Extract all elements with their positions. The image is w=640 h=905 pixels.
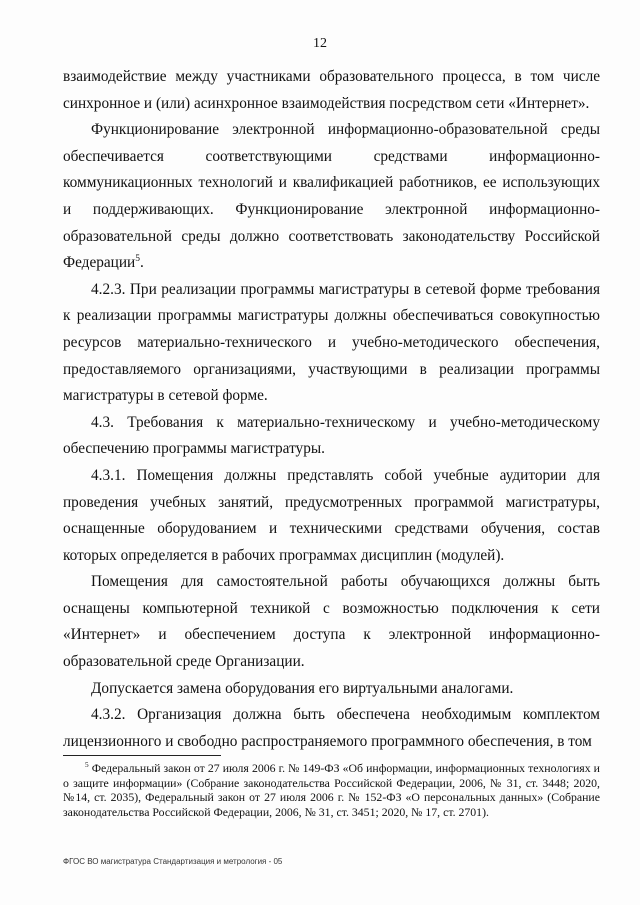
paragraph: Допускается замена оборудования его виртуальными аналогами. [91, 679, 514, 697]
paragraph-tail: . [139, 254, 144, 272]
paragraph: 4.3. Требования к материально-техническому и учебно-методическому обеспечению программы магистратуры. [63, 413, 600, 458]
footnote-divider [63, 755, 221, 756]
page-footer: ФГОС ВО магистратура Стандартизация и метрология - 05 [63, 857, 283, 866]
body-text [63, 64, 600, 755]
paragraph: 4.3.1. Помещения должны представлять собой учебные аудитории для проведения учебных занятий, предусмотренных программой магистратуры, оснащенные оборудованием и техническими средствами обучения, состав которых определяется в рабочих программах дисциплин (модулей). [63, 466, 600, 564]
footnote [63, 761, 600, 820]
footnote-text: Федеральный закон от 27 июля 2006 г. № 149-ФЗ «Об информации, информационных технологиях и о защите информации» (Собрание законодательства Российской Федерации, 2006, № 31, ст. 3448; 2020, №14, ст. 2035), Федеральный закон от 27 июля 2006 г. № 152-ФЗ «О персональных данных» (Собрание законодательства Российской Федерации, 2006, № 31, ст. 3451; 2020, № 17, ст. 2701). [63, 761, 600, 820]
page-number: 12 [313, 36, 327, 51]
footnote-reference[interactable]: 5 [135, 254, 140, 265]
paragraph: взаимодействие между участниками образовательного процесса, в том числе синхронное и (или) асинхронное взаимодействия посредством сети «Интернет». [63, 68, 600, 112]
paragraph: 4.2.3. При реализации программы магистратуры в сетевой форме требования к реализации программы магистратуры должны обеспечиваться совокупностью ресурсов материально-технического и учебно-методического обеспечения, предоставляемого организациями, участвующими в реализации программы магистратуры в сетевой форме. [63, 280, 600, 405]
paragraph-text: Функционирование электронной информационно-образовательной среды обеспечивается соответствующими средствами информационно-коммуникационных технологий и квалификацией работников, ее использующих и поддерживающих. Функционирование электронной информационно-образовательной среды должно соответствовать законодательству Российской Федерации [63, 121, 600, 272]
paragraph [63, 117, 600, 277]
paragraph: Помещения для самостоятельной работы обучающихся должны быть оснащены компьютерной техникой с возможностью подключения к сети «Интернет» и обеспечением доступа к электронной информационно-образовательной среде Организации. [63, 573, 600, 671]
paragraph: 4.3.2. Организация должна быть обеспечена необходимым комплектом лицензионного и свободно распространяемого программного обеспечения, в том [63, 706, 600, 750]
footnote-marker: 5 [85, 760, 89, 770]
